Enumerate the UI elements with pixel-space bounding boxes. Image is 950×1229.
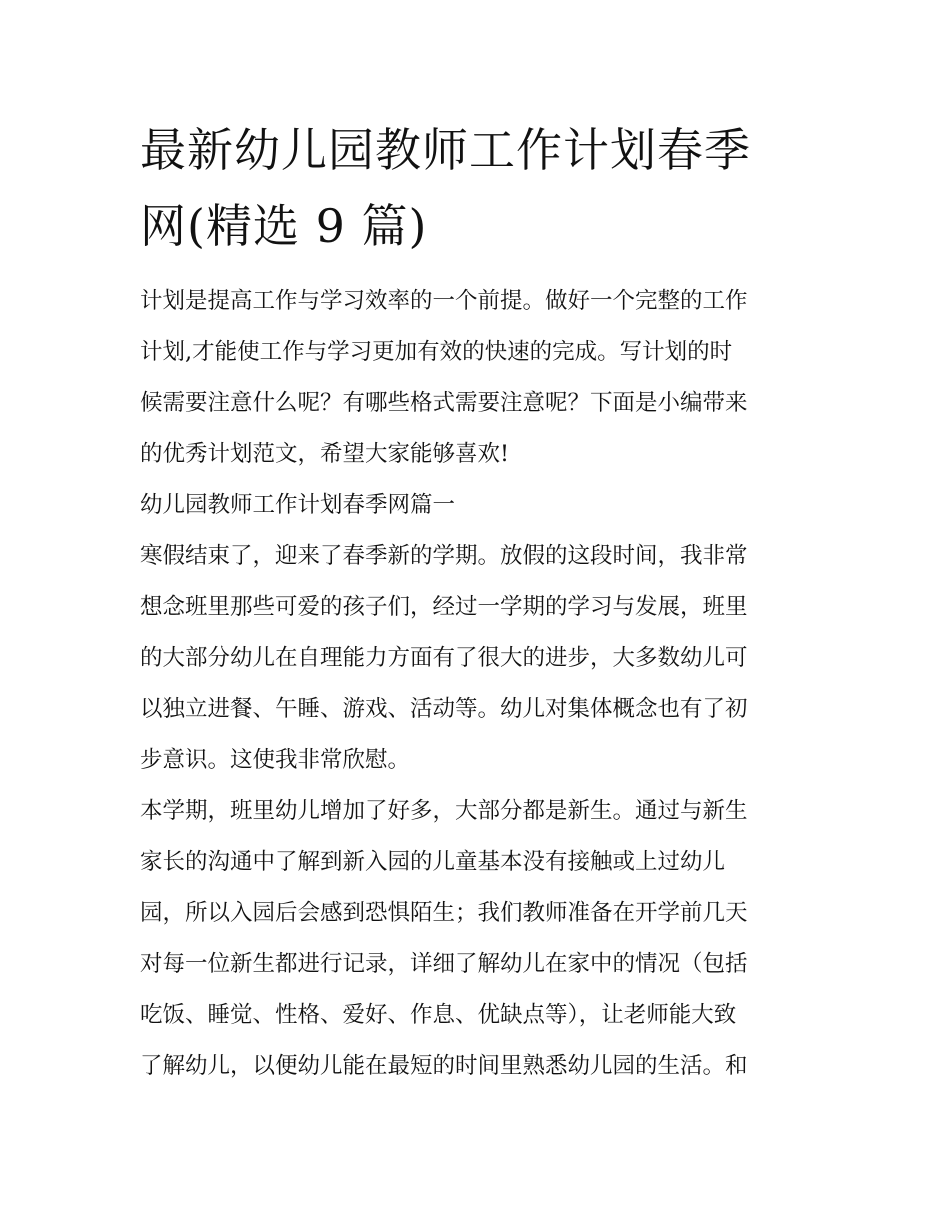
intro-line: 的优秀计划范文，希望大家能够喜欢!: [140, 441, 510, 467]
intro-line: 候需要注意什么呢？有哪些格式需要注意呢？下面是小编带来: [140, 390, 748, 416]
document-body: [140, 276, 820, 1092]
document-title: [140, 112, 820, 264]
paragraph-line: 对每一位新生都进行记录，详细了解幼儿在家中的情况（包括: [140, 951, 748, 977]
title-line: 最新幼儿园教师工作计划春季: [140, 123, 751, 177]
intro-line: 计划,才能使工作与学习更加有效的快速的完成。写计划的时: [140, 339, 733, 365]
section-heading: 幼儿园教师工作计划春季网篇一: [140, 492, 456, 518]
paragraph-line: 本学期，班里幼儿增加了好多，大部分都是新生。通过与新生: [140, 798, 748, 824]
paragraph-line: 想念班里那些可爱的孩子们，经过一学期的学习与发展，班里: [140, 594, 748, 620]
paragraph-line: 吃饭、睡觉、性格、爱好、作息、优缺点等），让老师能大致: [140, 1002, 737, 1028]
paragraph-line: 以独立进餐、午睡、游戏、活动等。幼儿对集体概念也有了初: [140, 696, 748, 722]
paragraph-line: 了解幼儿，以便幼儿能在最短的时间里熟悉幼儿园的生活。和: [140, 1053, 748, 1079]
paragraph-line: 家长的沟通中了解到新入园的儿童基本没有接触或上过幼儿: [140, 849, 726, 875]
paragraph-line: 步意识。这使我非常欣慰。: [140, 747, 411, 773]
title-line: 网(精选 9 篇): [140, 199, 428, 253]
paragraph-line: 的大部分幼儿在自理能力方面有了很大的进步，大多数幼儿可: [140, 645, 748, 671]
paragraph-line: 寒假结束了，迎来了春季新的学期。放假的这段时间，我非常: [140, 543, 748, 569]
paragraph-line: 园，所以入园后会感到恐惧陌生；我们教师准备在开学前几天: [140, 900, 748, 926]
intro-line: 计划是提高工作与学习效率的一个前提。做好一个完整的工作: [140, 288, 748, 314]
